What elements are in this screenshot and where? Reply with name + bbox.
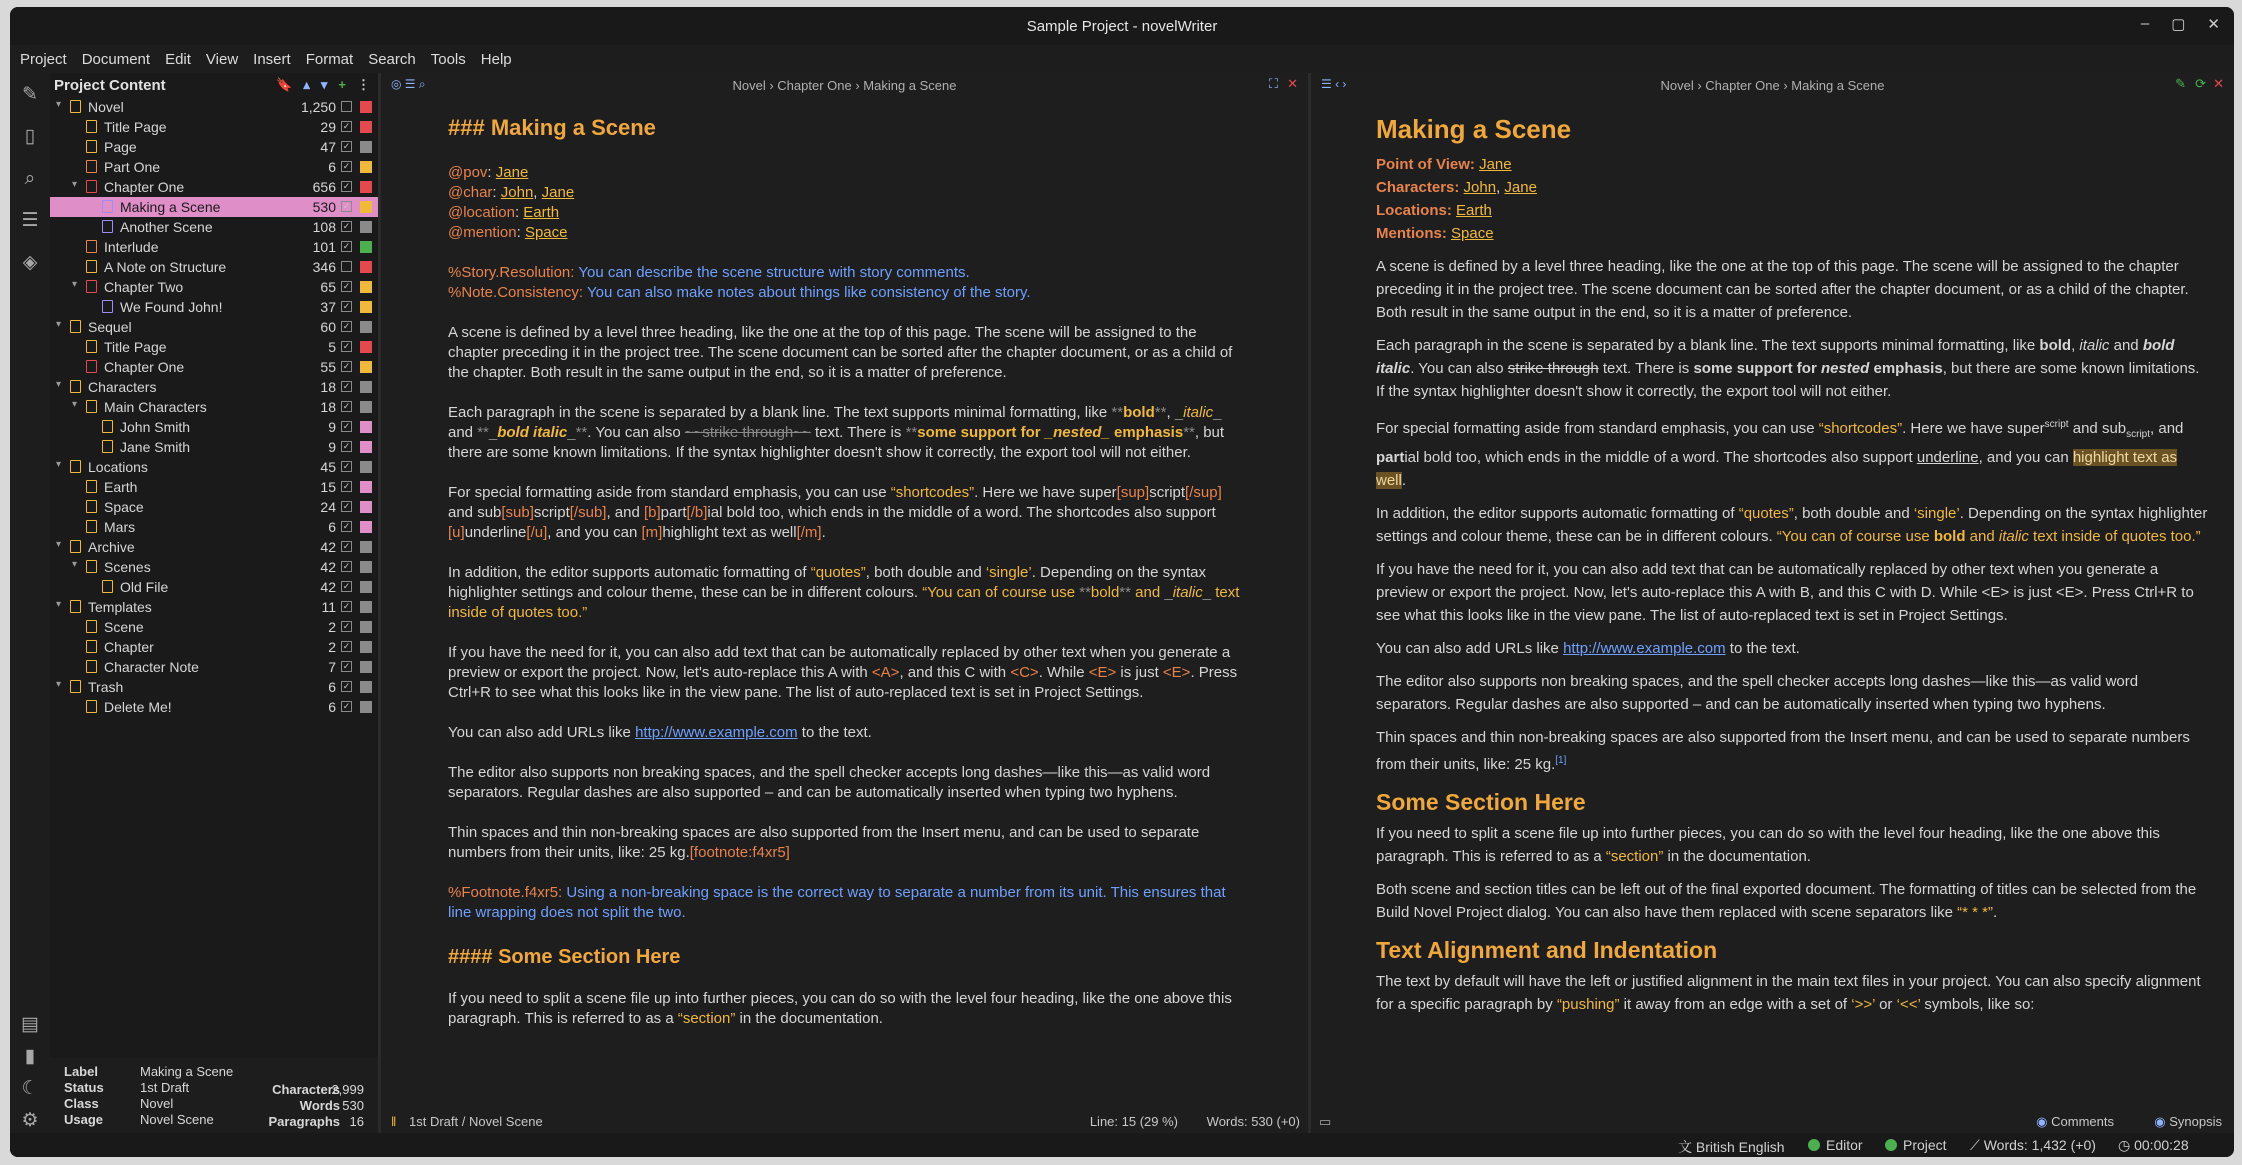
tree-row[interactable]	[50, 417, 378, 437]
tree-row[interactable]	[50, 237, 378, 257]
viewer-nav-icon[interactable]: ☰ ‹ ›	[1321, 77, 1347, 91]
settings-icon[interactable]: ⚙	[21, 1110, 39, 1131]
document-icon	[86, 520, 97, 533]
tree-row-label: Chapter Two	[104, 279, 184, 295]
status-icon	[360, 501, 372, 513]
active-checkbox[interactable]: ✓	[342, 701, 351, 711]
tree-row-label: Locations	[88, 459, 148, 475]
status-icon	[360, 321, 372, 333]
active-checkbox[interactable]: ✓	[342, 421, 351, 431]
active-checkbox[interactable]	[341, 261, 352, 272]
status-icon	[360, 601, 372, 613]
document-icon	[86, 640, 97, 653]
tree-row-label: Interlude	[104, 239, 159, 255]
sidebar	[10, 73, 50, 1157]
document-icon	[86, 480, 97, 493]
tree-row-label: Making a Scene	[120, 199, 221, 215]
tree-row[interactable]	[50, 297, 378, 317]
tree-row-label: Chapter One	[104, 359, 185, 375]
tree-row-count: 530	[312, 199, 336, 215]
status-bar	[10, 1133, 2234, 1157]
active-checkbox[interactable]: ✓	[342, 281, 351, 291]
menu-project[interactable]: Project	[20, 50, 67, 68]
tree-row[interactable]	[50, 277, 378, 297]
editor-status-dot	[1808, 1139, 1820, 1151]
close-document-icon[interactable]: ✕	[1287, 76, 1298, 91]
expand-arrow-icon[interactable]: ▾	[56, 99, 62, 110]
synopsis-toggle[interactable]: ◉ Synopsis	[2154, 1114, 2222, 1129]
tree-row-label: Delete Me!	[104, 699, 172, 715]
project-tree	[50, 73, 378, 1058]
tree-row-count: 18	[320, 379, 336, 395]
active-checkbox[interactable]: ✓	[342, 681, 351, 691]
editor-status-label: 1st Draft / Novel Scene	[409, 1114, 543, 1129]
tree-row-label: Chapter	[104, 639, 154, 655]
language-status: 文 British English	[1678, 1139, 1785, 1155]
document-icon	[86, 500, 97, 513]
focus-mode-icon[interactable]: ⛶	[1268, 76, 1278, 91]
status-icon	[360, 521, 372, 533]
app-window	[10, 7, 2234, 1157]
status-icon: ‖	[391, 1114, 397, 1129]
active-checkbox[interactable]: ✓	[342, 441, 351, 451]
tree-row[interactable]	[50, 137, 378, 157]
editor-outline-icon[interactable]: ◎ ☰ ⌕	[391, 77, 426, 91]
tree-row-count: 42	[320, 559, 336, 575]
tree-row-label: Space	[104, 499, 144, 515]
tree-row-label: Old File	[120, 579, 169, 595]
tree-row[interactable]	[50, 397, 378, 417]
details-class-key: Class	[64, 1096, 99, 1111]
document-icon	[70, 380, 81, 393]
status-icon	[360, 381, 372, 393]
tree-row-label: Main Characters	[104, 399, 207, 415]
tree-row-label: Sequel	[88, 319, 132, 335]
document-icon	[86, 660, 97, 673]
project-word-count: ⟋ Words: 1,432 (+0)	[1970, 1137, 2096, 1153]
document-icon	[86, 240, 97, 253]
status-icon	[360, 401, 372, 413]
details-status-value: 1st Draft	[140, 1080, 190, 1095]
expand-arrow-icon[interactable]: ▾	[56, 379, 62, 390]
new-document-icon[interactable]: ✎	[22, 84, 38, 105]
tree-row-label: Earth	[104, 479, 138, 495]
window-title: Sample Project - novelWriter	[1026, 17, 1218, 35]
status-icon	[360, 201, 372, 213]
document-icon	[70, 100, 81, 113]
viewer-breadcrumb: Novel › Chapter One › Making a Scene	[1660, 78, 1885, 93]
document-icon	[86, 160, 97, 173]
active-checkbox[interactable]: ✓	[342, 361, 351, 371]
status-icon	[360, 301, 372, 313]
tree-row-label: Templates	[88, 599, 152, 615]
menu-format[interactable]: Format	[305, 50, 354, 68]
tree-row-count: 42	[320, 579, 336, 595]
tree-row[interactable]	[50, 157, 378, 177]
status-icon	[360, 101, 372, 113]
document-icon	[86, 140, 97, 153]
status-icon	[360, 341, 372, 353]
tree-row-label: Chapter One	[104, 179, 185, 195]
tree-row-count: 6	[328, 519, 336, 535]
document-icon	[102, 420, 113, 433]
details-label-value: Making a Scene	[140, 1064, 234, 1079]
tree-row[interactable]	[50, 657, 378, 677]
scene-heading: ### Making a Scene	[448, 115, 656, 140]
status-icon	[360, 221, 372, 233]
tree-row[interactable]	[50, 457, 378, 477]
status-icon	[360, 461, 372, 473]
refresh-icon[interactable]: ⟳	[2195, 76, 2206, 91]
tree-row-count: 29	[320, 119, 336, 135]
project-tree-icon[interactable]: ▯	[24, 126, 36, 147]
status-icon	[360, 181, 372, 193]
document-icon	[86, 620, 97, 633]
close-icon[interactable]: ✕	[2207, 16, 2220, 33]
move-down-icon[interactable]: ▾	[320, 77, 328, 92]
document-icon	[86, 360, 97, 373]
tree-row[interactable]	[50, 617, 378, 637]
status-icon	[360, 361, 372, 373]
add-item-icon[interactable]: +	[338, 77, 346, 92]
tree-row-label: Archive	[88, 539, 135, 555]
tree-row-count: 656	[312, 179, 336, 195]
expand-arrow-icon[interactable]: ▾	[56, 679, 62, 690]
document-icon	[102, 300, 113, 313]
tree-row-count: 2	[328, 639, 336, 655]
tree-row-label: John Smith	[120, 419, 191, 435]
viewer-status	[1311, 1111, 2234, 1133]
document-icon	[86, 700, 97, 713]
document-editor[interactable]	[380, 73, 1308, 1133]
tree-row-count: 47	[320, 139, 336, 155]
details-words-key: Words	[299, 1098, 340, 1113]
status-icon	[360, 681, 372, 693]
status-icon	[360, 661, 372, 673]
expand-arrow-icon[interactable]: ▾	[56, 319, 62, 330]
tree-row-label: Novel	[88, 99, 124, 115]
expand-arrow-icon[interactable]: ▾	[72, 559, 78, 570]
tree-row[interactable]	[50, 177, 378, 197]
tree-row[interactable]	[50, 557, 378, 577]
active-checkbox[interactable]: ✓	[342, 141, 351, 151]
viewer-heading: Making a Scene	[1376, 114, 1572, 144]
tree-row-label: A Note on Structure	[104, 259, 227, 275]
tree-row[interactable]	[50, 637, 378, 657]
section-heading: #### Some Section Here	[448, 946, 681, 968]
status-icon	[360, 421, 372, 433]
expand-arrow-icon[interactable]: ▾	[72, 399, 78, 410]
details-label-key: Label	[64, 1064, 98, 1079]
active-checkbox[interactable]: ✓	[342, 401, 351, 411]
menu-search[interactable]: Search	[368, 50, 416, 68]
document-icon	[70, 680, 81, 693]
tree-row-count: 9	[328, 439, 336, 455]
tree-row-label: Title Page	[104, 339, 167, 355]
active-checkbox[interactable]: ✓	[342, 161, 351, 171]
tree-row-count: 346	[312, 259, 336, 275]
editor-save-status: Editor	[1808, 1137, 1863, 1153]
tree-row[interactable]	[50, 337, 378, 357]
theme-toggle-icon[interactable]: ☾	[21, 1078, 39, 1099]
status-icon	[360, 701, 372, 713]
tree-row-count: 15	[320, 479, 336, 495]
active-checkbox[interactable]: ✓	[342, 221, 351, 231]
tree-row[interactable]	[50, 217, 378, 237]
close-viewer-icon[interactable]: ✕	[2213, 76, 2224, 91]
document-icon	[102, 440, 113, 453]
status-icon	[360, 441, 372, 453]
active-checkbox[interactable]: ✓	[342, 381, 351, 391]
active-checkbox[interactable]: ✓	[342, 521, 351, 531]
tree-row[interactable]	[50, 197, 378, 217]
minimize-icon[interactable]: –	[2140, 15, 2150, 32]
tree-row-count: 6	[328, 699, 336, 715]
tree-row[interactable]	[50, 377, 378, 397]
tree-row-label: Part One	[104, 159, 161, 175]
tree-row[interactable]	[50, 437, 378, 457]
status-icon	[360, 621, 372, 633]
tree-row[interactable]	[50, 577, 378, 597]
tree-row[interactable]	[50, 257, 378, 277]
menu-help[interactable]: Help	[480, 50, 512, 68]
menu-bar	[10, 45, 2234, 73]
document-icon	[102, 200, 113, 213]
status-icon	[360, 241, 372, 253]
tree-row-label: Another Scene	[120, 219, 213, 235]
viewer-section-heading-2: Text Alignment and Indentation	[1376, 937, 1718, 963]
details-characters-key: Characters	[272, 1082, 340, 1097]
active-checkbox[interactable]: ✓	[342, 601, 351, 611]
menu-edit[interactable]: Edit	[165, 50, 191, 68]
tree-row-label: Character Note	[104, 659, 199, 675]
bookmark-icon[interactable]: 🔖	[276, 77, 293, 92]
active-checkbox[interactable]: ✓	[342, 561, 351, 571]
tree-row-count: 45	[320, 459, 336, 475]
maximize-icon[interactable]: ▢	[2171, 16, 2186, 33]
novel-layers-icon[interactable]: ◈	[22, 252, 38, 273]
document-icon	[86, 120, 97, 133]
tree-row[interactable]	[50, 477, 378, 497]
project-status-dot	[1885, 1139, 1897, 1151]
tree-row-label: Mars	[104, 519, 136, 535]
status-icon	[360, 141, 372, 153]
tree-row-count: 6	[328, 679, 336, 695]
status-icon	[360, 121, 372, 133]
document-icon	[86, 180, 97, 193]
editor-text[interactable]: ### Making a Scene @pov: Jane @char: John, Jane @location: Earth @mention: Space %Story.Resolution: You can describe the scene structure with story comments. %Note.Consistency: You can also make notes about things like consistency of the story. A scene is defined by a level three heading, like the one at the top of this page. The scene will be assigned to the chapter preceding it in the project tree. The scene document can be sorted after the chapter document, or as a child of the chapter. Both result in the same output in the end, so it is a matter of preference. Each paragraph in the scene is separated by a blank line. The text supports minimal formatting, like **bold**, _italic_ and **_bold italic_**. You can also ~~strike through~~ text. There is **some support for _nested_ emphasis**, but there are some known limitations. If the syntax highlighter doesn't show it correctly, the export tool will not either. For special formatting aside from standard emphasis, you can use “shortcodes”. Here we have super[sup]script[/sup] and sub[sub]script[/sub], and [b]part[/b]ial bold too, which ends in the middle of a word. The shortcodes also support [u]underline[/u], and you can [m]highlight text as well[/m]. In addition, the editor supports automatic formatting of “quotes”, both double and ‘single’. Depending on the syntax highlighter settings and colour theme, these can be in different colours. “You can of course use **bold** and _italic_ text inside of quotes too.” If you have the need for it, you can also add text that can be automatically replaced by other text when you generate a preview or export the project. Now, let's auto-replace this A with <A>, and this C with <C>. While <E> is just <E>. Press Ctrl+R to see what this looks like in the view pane. The list of auto-replaced text is set in Project Settings. You can also add URLs like http://www.example.com to the text. The editor also supports non breaking spaces, and the spell checker accepts long dashes—like this—as valid word separators. Regular dashes are also supported – and can be automatically inserted when typing two hyphens. Thin spaces and thin non-breaking spaces are also supported from the Insert menu, and can be used to separate numbers from their units, like: 25 kg.[footnote:f4xr5] %Footnote.f4xr5: Using a non-breaking space is the correct way to separate a number from its unit. This ensures that line wrapping does not split the two. #### Some Section Here If you need to split a scene file up into further pieces, you can do so with the level four heading, like the one above this paragraph. This is referred to as a “section” in the documentation.	[448, 113, 1248, 1049]
menu-view[interactable]: View	[205, 50, 239, 68]
active-checkbox[interactable]: ✓	[342, 181, 351, 191]
session-timer: ◷ 00:00:28	[2118, 1137, 2189, 1153]
title-bar	[10, 7, 2234, 45]
document-icon	[70, 540, 81, 553]
expand-arrow-icon[interactable]: ▾	[56, 459, 62, 470]
tree-row-count: 65	[320, 279, 336, 295]
tree-row-count: 55	[320, 359, 336, 375]
status-icon	[360, 161, 372, 173]
details-characters-value: 2,999	[331, 1082, 364, 1097]
statistics-icon[interactable]: ▮	[24, 1046, 36, 1067]
project-save-status: Project	[1885, 1137, 1947, 1153]
tree-row-count: 5	[328, 339, 336, 355]
tree-row[interactable]	[50, 677, 378, 697]
tree-row[interactable]	[50, 357, 378, 377]
tree-row-count: 24	[320, 499, 336, 515]
details-words-value: 530	[342, 1098, 364, 1113]
move-up-icon[interactable]: ▴	[303, 77, 310, 92]
status-icon	[360, 481, 372, 493]
active-checkbox[interactable]: ✓	[342, 301, 351, 311]
details-status-key: Status	[64, 1080, 104, 1095]
status-icon	[360, 561, 372, 573]
status-icon	[360, 281, 372, 293]
editor-word-count: Words: 530 (+0)	[1206, 1114, 1300, 1129]
active-checkbox[interactable]: ✓	[342, 121, 351, 131]
menu-tools[interactable]: Tools	[430, 50, 466, 68]
document-icon	[86, 400, 97, 413]
active-checkbox[interactable]: ✓	[342, 241, 351, 251]
tree-row-label: Jane Smith	[120, 439, 191, 455]
document-icon	[70, 460, 81, 473]
active-checkbox[interactable]: ✓	[342, 641, 351, 651]
tree-row[interactable]	[50, 317, 378, 337]
tree-row[interactable]	[50, 697, 378, 717]
tree-row-label: Title Page	[104, 119, 167, 135]
details-paragraphs-value: 16	[349, 1114, 364, 1129]
tree-row-count: 2	[328, 619, 336, 635]
document-icon	[70, 320, 81, 333]
tree-row[interactable]	[50, 597, 378, 617]
viewer-text: Making a Scene Point of View: Jane Characters: John, Jane Locations: Earth Mentions: Space A scene is defined by a level three heading, like the one at the top of this page. The scene will be assigned to the chapter preceding it in the project tree. The scene document can be sorted after the chapter document, or as a child of the chapter. Both result in the same output in the end, so it is a matter of preference. Each paragraph in the scene is separated by a blank line. The text supports minimal formatting, like bold, italic and bold italic. You can also strike through text. There is some support for nested emphasis, but there are some known limitations. If the syntax highlighter doesn't show it correctly, the export tool will not either. For special formatting aside from standard emphasis, you can use “shortcodes”. Here we have super$^{script}$ and sub$_{script}$, and partial bold too, which ends in the middle of a word. The shortcodes also support underline, and you can highlight text as well. In addition, the editor supports automatic formatting of “quotes”, both double and ‘single’. Depending on the syntax highlighter settings and colour theme, these can be in different colours. “You can of course use bold and italic text inside of quotes too.” If you have the need for it, you can also add text that can be automatically replaced by other text when you generate a preview or export the project. Now, let's auto-replace this A with B, and this C with D. While <E> is just <E>. Press Ctrl+R to see what this looks like in the view pane. The list of auto-replaced text is set in Project Settings. You can also add URLs like http://www.example.com to the text. The editor also supports non breaking spaces, and the spell checker accepts long dashes—like this—as valid word separators. Regular dashes are also supported – and can be automatically inserted when typing two hyphens. Thin spaces and thin non-breaking spaces are also supported from the Insert menu, and can be used to separate numbers from their units, like: 25 kg.[1] Some Section Here If you need to split a scene file up into further pieces, you can do so with the level four heading, like the one above this paragraph. This is referred to as a “section” in the documentation. Both scene and section titles can be left out of the final exported document. The formatting of titles can be selected from the Build Novel Project dialog. You can also have them replaced with scene separators like “* * *”. Text Alignment and Indentation The text by default will have the left or justified alignment in the main text files in your project. You can also specify alignment for a specific paragraph by “pushing” it away from an edge with a set of ‘>>’ or ‘<<’ symbols, like so:	[1376, 111, 2211, 1026]
details-usage-value: Novel Scene	[140, 1112, 214, 1127]
details-class-value: Novel	[140, 1096, 174, 1111]
active-checkbox[interactable]: ✓	[342, 461, 351, 471]
tree-row-label: Scene	[104, 619, 144, 635]
status-icon	[360, 641, 372, 653]
search-project-icon[interactable]: ⌕	[24, 168, 36, 189]
status-icon	[360, 581, 372, 593]
viewer-panel-icon[interactable]: ▭	[1319, 1114, 1332, 1129]
document-icon	[102, 580, 113, 593]
project-tree-title: Project Content	[54, 76, 166, 94]
editor-status	[381, 1111, 1308, 1133]
tree-row[interactable]	[50, 497, 378, 517]
more-options-icon[interactable]: ⋮	[357, 77, 370, 92]
tree-row-count: 11	[321, 599, 336, 615]
document-icon	[86, 340, 97, 353]
menu-insert[interactable]: Insert	[253, 50, 291, 68]
active-checkbox[interactable]: ✓	[342, 321, 351, 331]
tree-row-count: 37	[320, 299, 336, 315]
active-checkbox[interactable]: ✓	[342, 621, 351, 631]
tree-row-count: 60	[320, 319, 336, 335]
active-checkbox[interactable]: ✓	[342, 481, 351, 491]
active-checkbox[interactable]: ✓	[342, 581, 351, 591]
tree-row-label: Page	[104, 139, 137, 155]
status-icon	[360, 541, 372, 553]
tree-row-count: 18	[320, 399, 336, 415]
document-icon	[102, 220, 113, 233]
active-checkbox[interactable]	[341, 101, 352, 112]
tree-row[interactable]	[50, 117, 378, 137]
editor-breadcrumb: Novel › Chapter One › Making a Scene	[732, 78, 957, 93]
document-icon	[86, 260, 97, 273]
active-checkbox[interactable]: ✓	[342, 501, 351, 511]
comments-toggle[interactable]: ◉ Comments	[2036, 1114, 2114, 1129]
expand-arrow-icon[interactable]: ▾	[72, 179, 78, 190]
tree-row-count: 108	[312, 219, 336, 235]
active-checkbox[interactable]: ✓	[342, 541, 351, 551]
tree-row[interactable]	[50, 537, 378, 557]
edit-document-icon[interactable]: ✎	[2175, 76, 2186, 91]
status-icon	[360, 261, 372, 273]
active-checkbox[interactable]: ✓	[342, 201, 351, 211]
viewer-section-heading: Some Section Here	[1376, 789, 1586, 815]
tree-row-count: 9	[328, 419, 336, 435]
tree-row-label: Characters	[88, 379, 157, 395]
tree-row-count: 42	[320, 539, 336, 555]
details-usage-key: Usage	[64, 1112, 104, 1127]
editor-line-info: Line: 15 (29 %)	[1089, 1114, 1178, 1129]
tree-row-label: Trash	[88, 679, 124, 695]
outline-icon[interactable]: ☰	[21, 210, 39, 231]
tree-row-count: 7	[328, 659, 336, 675]
tree-row-count: 101	[312, 239, 336, 255]
active-checkbox[interactable]: ✓	[342, 661, 351, 671]
expand-arrow-icon[interactable]: ▾	[56, 599, 62, 610]
details-paragraphs-key: Paragraphs	[268, 1114, 340, 1129]
build-manuscript-icon[interactable]: ▤	[21, 1014, 39, 1035]
tree-row-label: We Found John!	[120, 299, 223, 315]
tree-row-count: 1,250	[300, 99, 336, 115]
document-icon	[86, 560, 97, 573]
tree-row-count: 6	[328, 159, 336, 175]
menu-document[interactable]: Document	[81, 50, 151, 68]
document-icon	[86, 280, 97, 293]
document-viewer	[1310, 73, 2234, 1133]
expand-arrow-icon[interactable]: ▾	[72, 279, 78, 290]
active-checkbox[interactable]: ✓	[342, 341, 351, 351]
expand-arrow-icon[interactable]: ▾	[56, 539, 62, 550]
tree-row[interactable]	[50, 517, 378, 537]
tree-row-label: Scenes	[104, 559, 151, 575]
document-icon	[70, 600, 81, 613]
tree-row[interactable]	[50, 97, 378, 117]
